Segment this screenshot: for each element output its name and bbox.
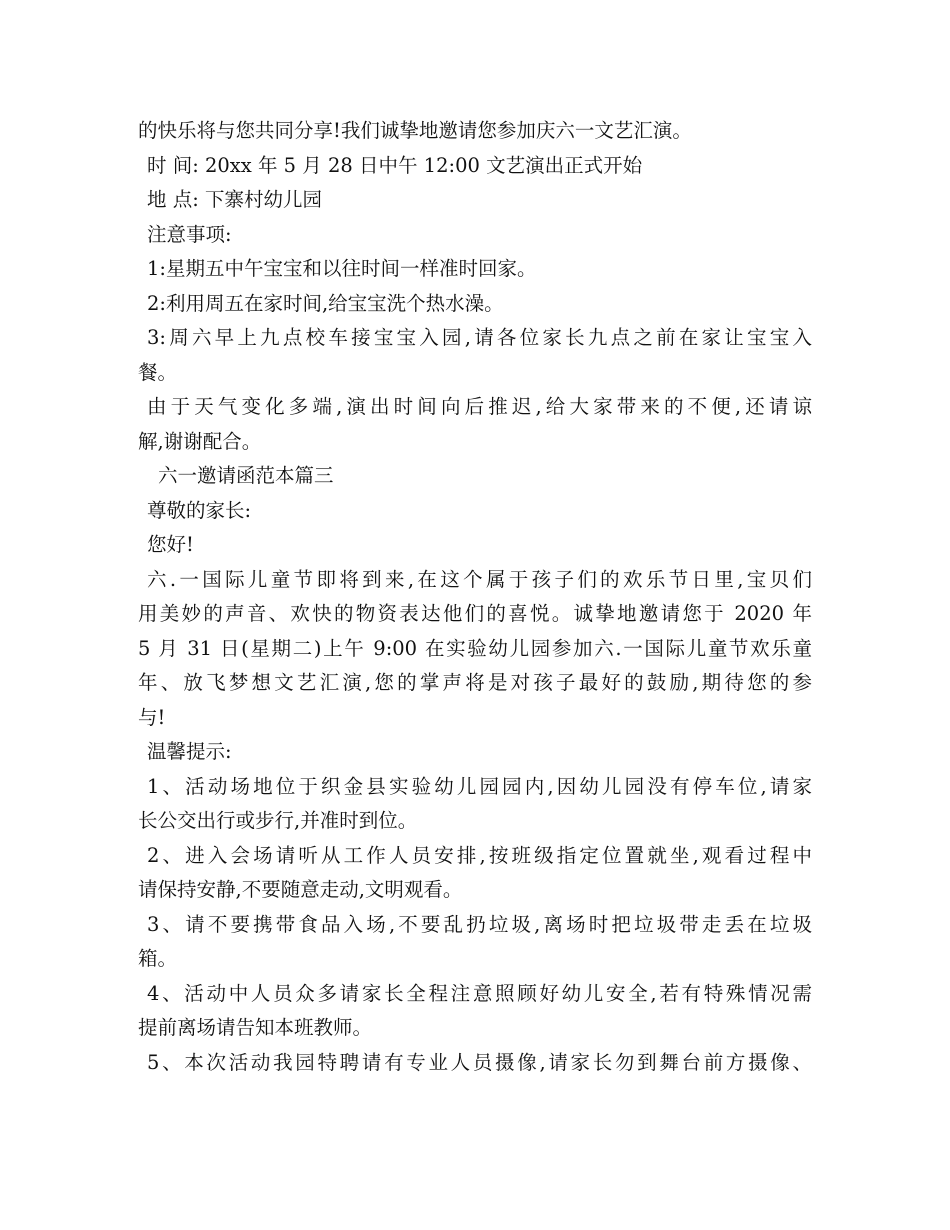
text-line: 5 月 31 日(星期二)上午 9:00 在实验幼儿园参加六.一国际儿童节欢乐童 (138, 636, 812, 660)
text-line: 2、进入会场请听从工作人员安排,按班级指定位置就坐,观看过程中 (147, 843, 812, 867)
text-line: 六.一国际儿童节即将到来,在这个属于孩子们的欢乐节日里,宝贝们 (147, 567, 812, 591)
text-line: 3:周六早上九点校车接宝宝入园,请各位家长九点之前在家让宝宝入 (147, 326, 812, 349)
text-line: 您好! (147, 533, 194, 556)
text-line: 用美妙的声音、欢快的物资表达他们的喜悦。诚挚地邀请您于 2020 年 (138, 602, 812, 625)
text-line: 1、活动场地位于织金县实验幼儿园园内,因幼儿园没有停车位,请家 (147, 774, 812, 798)
text-line: 年、放飞梦想文艺汇演,您的掌声将是对孩子最好的鼓励,期待您的参 (138, 671, 812, 694)
text-line: 请保持安静,不要随意走动,文明观看。 (138, 878, 463, 901)
text-line: 六一邀请函范本篇三 (158, 464, 334, 487)
text-line: 箱。 (138, 947, 178, 970)
text-line: 餐。 (138, 360, 178, 384)
text-line: 3、请不要携带食品入场,不要乱扔垃圾,离场时把垃圾带走丢在垃圾 (147, 912, 812, 936)
text-line: 2:利用周五在家时间,给宝宝洗个热水澡。 (147, 291, 504, 315)
text-line: 注意事项: (147, 222, 232, 246)
text-line: 由于天气变化多端,演出时间向后推迟,给大家带来的不便,还请谅 (147, 395, 812, 418)
text-line: 5、本次活动我园特聘请有专业人员摄像,请家长勿到舞台前方摄像、 (147, 1050, 812, 1074)
document-page (138, 114, 812, 1080)
text-line: 1:星期五中午宝宝和以往时间一样准时回家。 (147, 257, 537, 280)
text-line: 长公交出行或步行,并准时到位。 (138, 809, 418, 832)
text-line: 提前离场请告知本班教师。 (138, 1016, 373, 1039)
text-line: 温馨提示: (147, 740, 232, 763)
text-line: 地 点: 下寨村幼儿园 (147, 188, 322, 211)
text-line: 4、活动中人员众多请家长全程注意照顾好幼儿安全,若有特殊情况需 (147, 981, 812, 1005)
text-line: 与! (138, 705, 166, 729)
text-line: 尊敬的家长: (147, 498, 252, 522)
text-line: 的快乐将与您共同分享!我们诚挚地邀请您参加庆六一文艺汇演。 (138, 119, 692, 142)
text-line: 解,谢谢配合。 (138, 429, 262, 453)
text-line: 时 间: 20xx 年 5 月 28 日中午 12:00 文艺演出正式开始 (147, 153, 643, 177)
